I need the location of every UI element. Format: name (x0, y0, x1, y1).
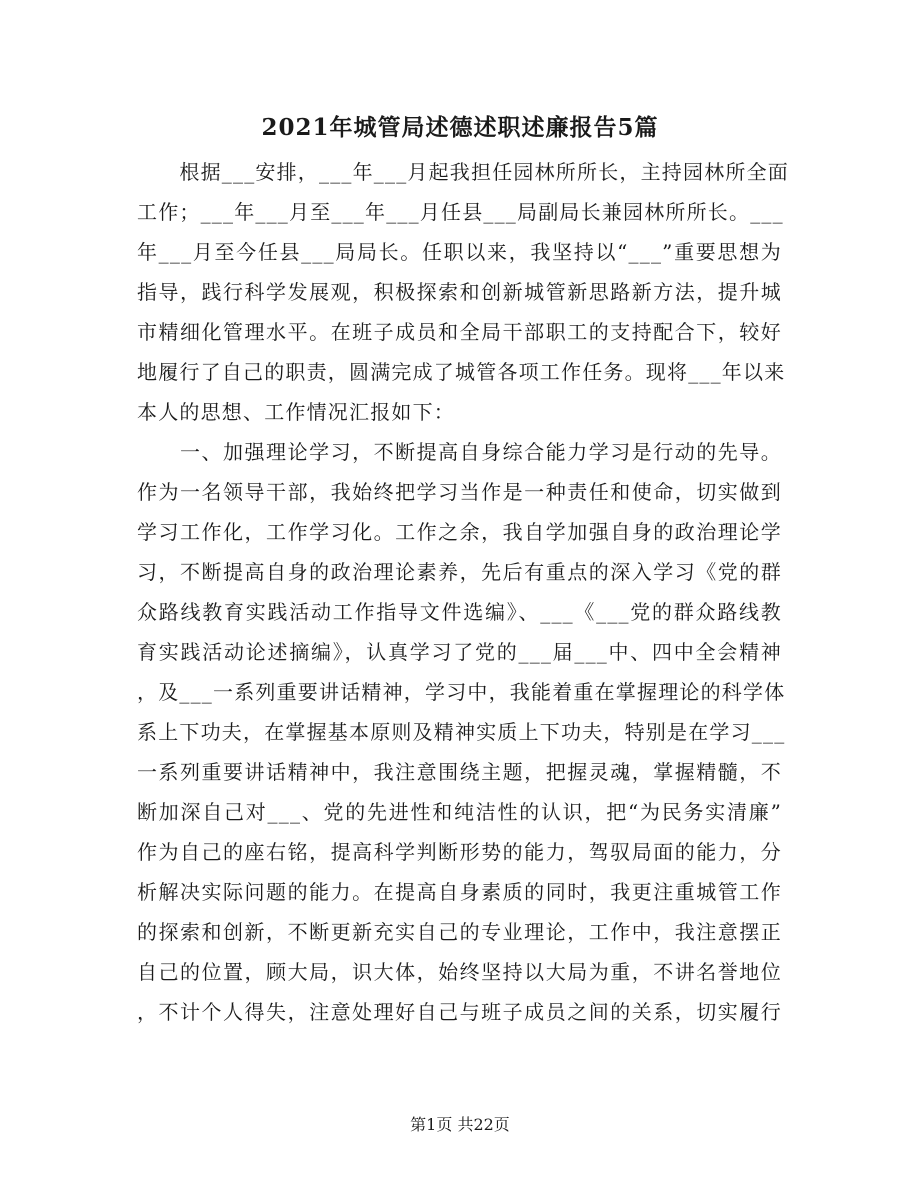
body-line: 作为自己的座右铭，提高科学判断形势的能力，驾驭局面的能力，分 (137, 840, 782, 864)
body-line: ，及___一系列重要讲话精神，学习中，我能着重在掌握理论的科学体 (137, 680, 786, 704)
body-line: 系上下功夫，在掌握基本原则及精神实质上下功夫，特别是在学习___ (137, 720, 786, 744)
body-line: 一系列重要讲话精神中，我注意围绕主题，把握灵魂，掌握精髓，不 (137, 760, 782, 784)
body-line: 一、加强理论学习，不断提高自身综合能力学习是行动的先导。 (137, 440, 782, 464)
body-line: 众路线教育实践活动工作指导文件选编》、___《___党的群众路线教 (137, 600, 782, 624)
document-body (137, 152, 789, 1032)
body-line: 作为一名领导干部，我始终把学习当作是一种责任和使命，切实做到 (137, 480, 782, 504)
body-line: 年___月至今任县___局局长。任职以来，我坚持以“___”重要思想为 (137, 240, 782, 264)
body-line: 工作；___年___月至___年___月任县___局副局长兼园林所所长。___ (137, 200, 784, 224)
body-line: 的探索和创新，不断更新充实自己的专业理论，工作中，我注意摆正 (137, 920, 782, 944)
body-line: 析解决实际问题的能力。在提高自身素质的同时，我更注重城管工作 (137, 880, 782, 904)
body-line: 断加深自己对___、党的先进性和纯洁性的认识，把“为民务实清廉” (137, 800, 782, 824)
body-line: 地履行了自己的职责，圆满完成了城管各项工作任务。现将___年以来 (137, 360, 786, 384)
page-number: 第1页 共22页 (410, 1115, 510, 1134)
body-line: 学习工作化，工作学习化。工作之余，我自学加强自身的政治理论学 (137, 520, 782, 544)
body-line: 根据___安排，___年___月起我担任园林所所长，主持园林所全面 (137, 160, 789, 184)
body-line: 本人的思想、工作情况汇报如下： (137, 400, 455, 424)
body-line: 市精细化管理水平。在班子成员和全局干部职工的支持配合下，较好 (137, 320, 782, 344)
body-line: 育实践活动论述摘编》，认真学习了党的___届___中、四中全会精神 (137, 640, 782, 664)
body-line: ，不计个人得失，注意处理好自己与班子成员之间的关系，切实履行 (137, 1000, 782, 1024)
body-line: 习，不断提高自身的政治理论素养，先后有重点的深入学习《党的群 (137, 560, 782, 584)
document-title: 2021年城管局述德述职述廉报告5篇 (261, 114, 659, 141)
body-line: 指导，践行科学发展观，积极探索和创新城管新思路新方法，提升城 (137, 280, 782, 304)
body-line: 自己的位置，顾大局，识大体，始终坚持以大局为重，不讲名誉地位 (137, 960, 782, 984)
